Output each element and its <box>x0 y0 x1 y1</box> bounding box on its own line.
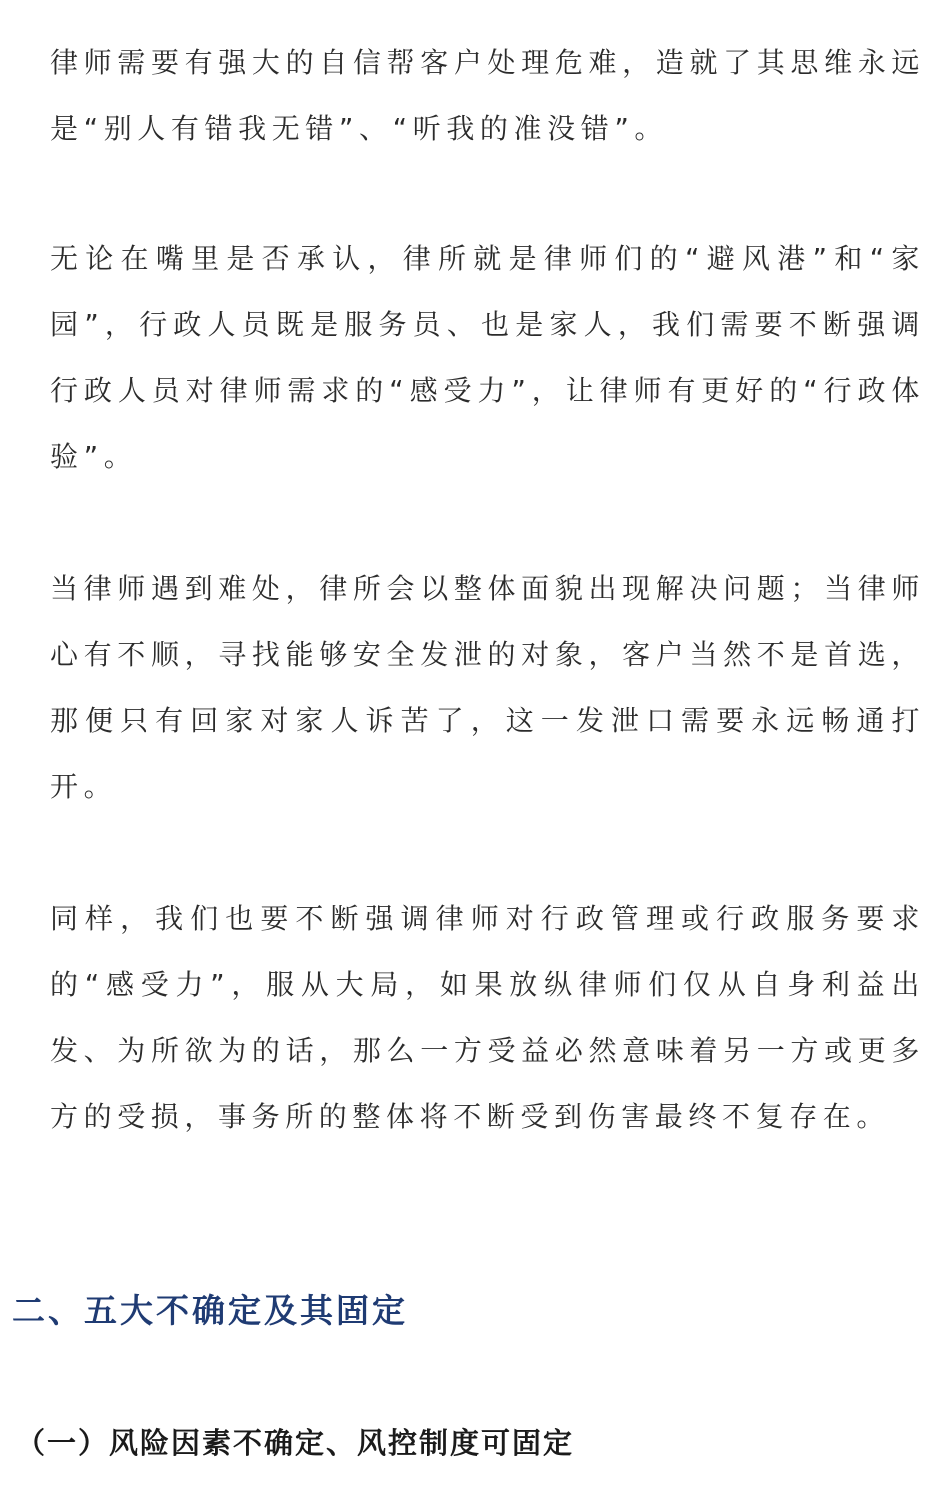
paragraph-1: 律师需要有强大的自信帮客户处理危难，造就了其思维永远是“别人有错我无错”、“听我的准没错”。 <box>50 46 925 145</box>
paragraph-2: 无论在嘴里是否承认，律所就是律师们的“避风港”和“家园”，行政人员既是服务员、也是家人，我们需要不断强调行政人员对律师需求的“感受力”，让律师有更好的“行政体验”。 <box>50 242 925 473</box>
paragraph-3: 当律师遇到难处，律所会以整体面貌出现解决问题；当律师心有不顺，寻找能够安全发泄的对象，客户当然不是首选，那便只有回家对家人诉苦了，这一发泄口需要永远畅通打开。 <box>50 572 925 803</box>
subsection-heading: （一）风险因素不确定、风控制度可固定 <box>16 1426 575 1460</box>
section-heading: 二、五大不确定及其固定 <box>12 1291 408 1330</box>
paragraph-4: 同样，我们也要不断强调律师对行政管理或行政服务要求的“感受力”，服从大局，如果放纵律师们仅从自身利益出发、为所欲为的话，那么一方受益必然意味着另一方或更多方的受损，事务所的整体将不断受到伤害最终不复存在。 <box>50 902 925 1133</box>
